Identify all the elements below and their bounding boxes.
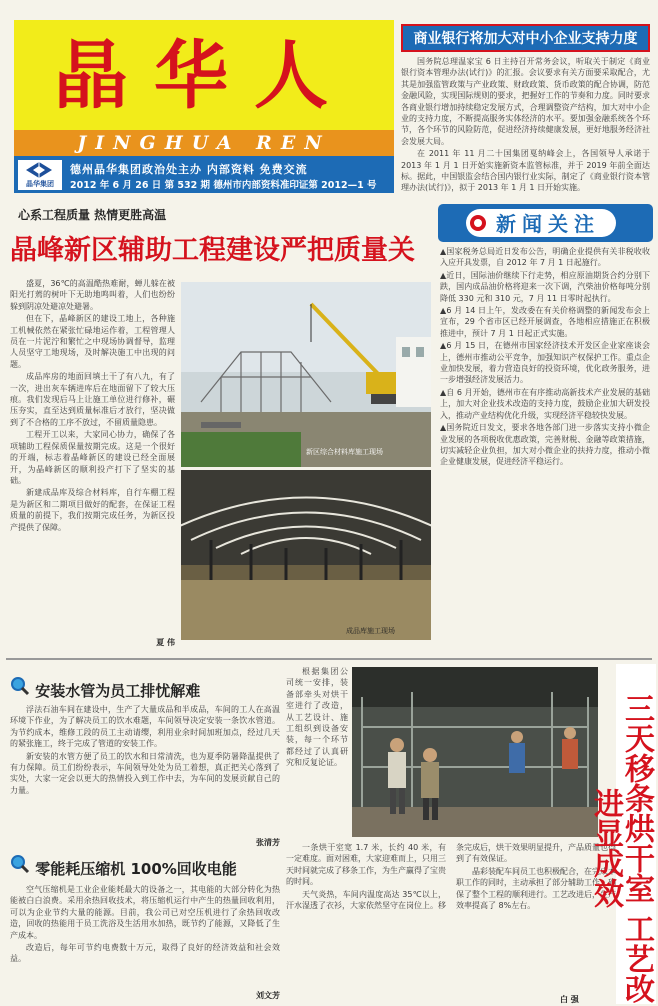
news-focus-banner xyxy=(438,204,653,242)
news-item: ▲自 6 月开始，德州市在有序推动高新技术产业发展的基础上，加大对企业技术改造的支持力度，鼓励企业加大研发投入，推动产业结构优化升级，实现经济平稳较快发展。 xyxy=(440,387,650,420)
paragraph: 晶彩装配车间员工也积极配合，在完成本职工作的同时，主动承担了部分辅助工作，确保了整个工程的顺利进行。工艺改进后，生产效率提高了 8%左右。 xyxy=(456,866,616,911)
paragraph: 盛夏，36℃的高温酷热难耐，蝉儿躲在被阳光打蔫的树叶下无助地鸣叫着，人们也纷纷躲到阴凉处避凉处避暑。 xyxy=(10,279,175,311)
news-item: ▲6 月 14 日上午，发改委在有关价格调整的新闻发布会上宣布，29 个省市区已经开展调查，各地相应措施正在积极推进中，预计 7 月 1 日起正式实施。 xyxy=(440,306,650,338)
water-article-body xyxy=(10,704,280,797)
lead-author: 夏 伟 xyxy=(156,638,175,647)
cooling-author: 刘文芳 xyxy=(256,991,280,1000)
issue-line: 2012 年 6 月 26 日 第 532 期 德州市内部资料准印证第 2012—1 号 xyxy=(70,180,377,191)
drying-article-vertical-title: 三天移条烘干室 工艺改进显成效 xyxy=(588,692,654,1004)
paragraph: 成品库房的地面回填土干了有八九，有了一次，进出灰车辆进库后在地面留下了较大压痕。我们发现后马上让施工单位进行修补，碾压夯实，直至达到质量标准后才放行，坚决做到了不合格的工序不放过，不留质量隐患。 xyxy=(10,372,175,427)
cooling-article-title: 零能耗压缩机 100%回收电能 xyxy=(35,860,237,878)
paragraph: 根据集团公司统一安排，装备部牵头对烘干室进行了改造，从工艺设计、施工组织到设备安装，每一个环节都经过了认真研究和反复论证。 xyxy=(286,667,348,768)
magnifier-icon xyxy=(10,676,30,696)
paragraph: 浮法石油车间在建设中，生产了大量成品和半成品，车间的工人在高温环境下作业，为了解决员工的饮水难题，车间领导决定安装一条饮水管道。为节约成本，维修工段的员工主动请缨，利用业余时间加班加点，经过几天的紧张施工，终于完成了管道的安装工作。 xyxy=(10,705,280,749)
photo1-caption-wrap xyxy=(306,447,383,456)
news-item: ▲国家税务总局近日发布公告，明确企业提供有关非税收收入应开具发票，自 2012 年 7 月 1 日起施行。 xyxy=(440,247,650,268)
news-item: ▲国务院近日发文，要求各地各部门进一步落实支持小微企业发展的各项税收优惠政策，完善财税、金融等政策措施，切实减轻企业负担，加大对小微企业的扶持力度，推动小微企业健康发展，促进经济平稳运行。 xyxy=(440,423,650,467)
newspaper-pinyin: JINGHUA REN xyxy=(77,132,331,154)
paragraph: 工程开工以来，大家同心协力，确保了各项辅助工程保质保量按期完成。这是一个很好的开端，标志着晶峰新区的建设已经全面展开，为晶峰新区的顺利投产打下了坚实的基础。 xyxy=(10,430,175,485)
paragraph: 在 2011 年 11 月二十国集团戛纳峰会上，各国领导人承诺于 2013 年 1 月 1 日开始实施新资本监管标准，并于 2019 年前全面达标。据此，中国银监会结合国内银行业实际，制定了《商业银行资本管理办法(试行)》，拟于 2013 年 1 月 1 日开始实施。 xyxy=(401,149,650,193)
masthead-subtitle: 德州晶华集团政治处主办 内部资料 免费交流 xyxy=(70,163,308,176)
group-logo-name: 晶华集团 xyxy=(26,180,54,188)
drying-room-photo xyxy=(352,667,598,837)
paragraph: 一条烘干室宽 1.7 米，长约 40 米，有一定难度。面对困难，大家迎难而上，只用三天时间就完成了移条工作，为生产赢得了宝贵的时间。 xyxy=(286,843,446,887)
drying-article-intro xyxy=(286,666,348,770)
section-divider xyxy=(6,658,652,660)
photo1-caption: 新区综合材料库施工现场 xyxy=(306,448,383,456)
bank-article-body xyxy=(401,56,650,195)
paragraph: 天气炎热，车间内温度高达 35℃以上，汗水湿透了衣衫，大家依然坚守在岗位上。移条完成后，烘干效果明显提升，产品质量也得到了有效保证。 xyxy=(286,843,616,911)
group-logo-icon xyxy=(24,161,54,179)
news-list xyxy=(440,246,650,469)
paragraph: 新安装的水管方便了员工的饮水和日常清洗，也为夏季防暑降温提供了有力保障。员工们纷纷表示，车间领导处处为员工着想，真正把关心落到了实处，大家一定会以更大的热情投入到工作中去，为车间的发展贡献自己的力量。 xyxy=(10,751,280,795)
warehouse-photo xyxy=(181,470,431,640)
lead-headline: 晶峰新区辅助工程建设严把质量关 xyxy=(10,235,415,266)
bank-article-title: 商业银行将加大对中小企业支持力度 xyxy=(413,31,638,47)
news-banner-title: 新闻关注 xyxy=(496,212,600,236)
drying-author: 白 强 xyxy=(560,995,579,1004)
water-author: 张清芳 xyxy=(256,838,280,847)
photo2-caption: 成品库施工现场 xyxy=(346,627,395,635)
masthead xyxy=(14,20,394,192)
cooling-article-title-row xyxy=(10,854,237,879)
paragraph: 改造后，每年可节约电费数十万元，取得了良好的经济效益和社会效益。 xyxy=(10,943,280,964)
magnifier-icon xyxy=(10,854,30,874)
paragraph: 但在下，晶峰新区的建设工地上，各种施工机械依然在紧张忙碌地运作着，工程管理人员在一片泥泞和繁忙之中现场协调督导，监理人员坚守工地现场，及时解决施工中出现的问题。 xyxy=(10,314,175,369)
lead-article-body xyxy=(10,278,175,534)
paragraph: 国务院总理温家宝 6 日主持召开常务会议，听取关于制定《商业银行资本管理办法(试行)》的汇报。会议要求有关方面要采取配合，尤其是加强监管政策与产业政策、财政政策、货币政策的配合协调，防范金融风险，实现国际规则的要求，把握好工作的节奏和力度。同时要求各商业银行增加持续稳定发展方式，合理调整资产结构，加大对中小企业的支持力度，不断提高服务实体经济的水平。要加强金融系统各个环节，各个环节的风险防范，促进经济持续健康发展，更好地服务经济社会发展大局。 xyxy=(401,57,650,146)
newspaper-title: 晶华人 xyxy=(54,33,354,119)
paragraph: 空气压缩机是工业企业能耗最大的设备之一，其电能的大部分转化为热能被白白浪费。采用余热回收技术，将压缩机运行中产生的热量回收利用，可以为企业节约大量的能源。目前，我公司已对空压机进行了余热回收改造，回收的热能用于员工洗浴及生活用水加热，既节约了能源，又降低了生产成本。 xyxy=(10,885,280,940)
water-article-title-row xyxy=(10,676,200,701)
drying-article-body xyxy=(286,842,616,912)
cooling-article-body xyxy=(10,884,280,966)
construction-site-photo xyxy=(181,282,431,467)
water-article-title: 安装水管为员工排忧解难 xyxy=(35,682,201,700)
news-item: ▲6 月 15 日，在德州市国家经济技术开发区企业家座谈会上，德州市推动公平竞争，加强知识产权保护工作。重点企业加快发展，着力营造良好的投资环境，优化政务服务，进一步增强经济发展活力。 xyxy=(440,341,650,385)
paragraph: 新建成品库及综合材料库，自行车棚工程是为新区和二期项目做好的配套，在保证工程质量的前提下，我们按期完成任务，为新区投产提供了保障。 xyxy=(10,488,175,532)
news-item: ▲近日，国际油价继续下行走势，相应原油期货合约分别下跌，国内成品油价格将迎来一次下调，汽柴油价格每吨分别降低 330 元和 310 元，7 月 11 日零时起执行。 xyxy=(440,270,650,303)
lead-subhead: 心系工程质量 热情更胜高温 xyxy=(18,208,167,222)
